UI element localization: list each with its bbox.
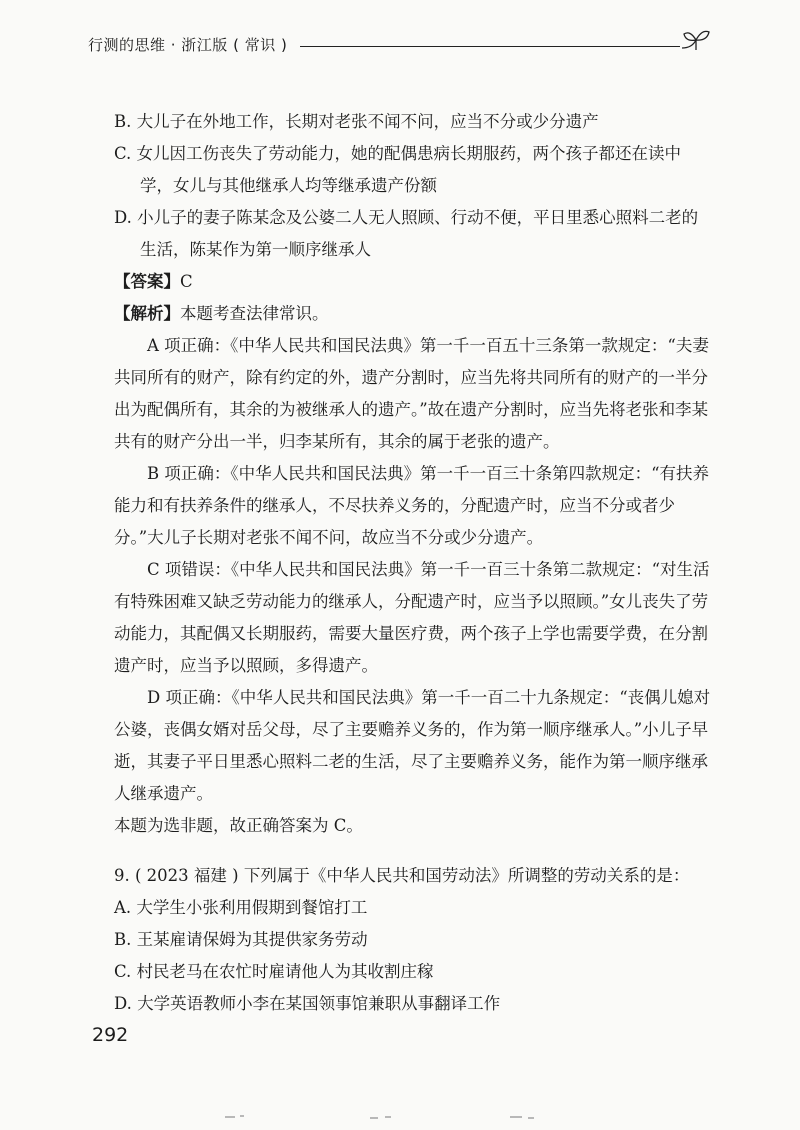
page-body (114, 106, 714, 1020)
answer-value: C (180, 272, 193, 291)
scan-artifacts (220, 1112, 580, 1122)
running-header (88, 26, 718, 56)
analysis-intro: 本题考查法律常识。 (180, 304, 329, 323)
question-9-option-d: D. 大学英语教师小李在某国领事馆兼职从事翻译工作 (114, 994, 501, 1013)
analysis-paragraph-a: A 项正确：《中华人民共和国民法典》第一千一百五十三条第一款规定：“夫妻共同所有的财产，除有约定的外，遗产分割时，应当先将共同所有的财产的一半分出为配偶所有，其余的为被继承人的遗产。”故在遗产分割时，应当先将老张和李某共有的财产分出一半，归李某所有，其余的属于老张的遗产。 (114, 336, 709, 451)
analysis-line (114, 298, 714, 330)
book-title: 行测的思维 · 浙江版 ( 常识 ) (88, 36, 288, 54)
question-9-option-a: A. 大学生小张利用假期到餐馆打工 (114, 898, 368, 917)
analysis-paragraph-b: B 项正确：《中华人民共和国民法典》第一千一百三十条第四款规定：“有扶养能力和有扶养条件的继承人，不尽扶养义务的，分配遗产时，应当不分或者少分。”大儿子长期对老张不闻不问，故应当不分或少分遗产。 (114, 464, 710, 547)
section-gap (114, 842, 714, 860)
analysis-label: 【解析】 (114, 304, 180, 323)
question-9-stem: 9. ( 2023 福建 ) 下列属于《中华人民共和国劳动法》所调整的劳动关系的是： (114, 866, 690, 885)
answer-line (114, 266, 714, 298)
header-rule (300, 46, 680, 47)
option-d: D. 小儿子的妻子陈某念及公婆二人无人照顾、行动不便，平日里悉心照料二老的生活，陈某作为第一顺序继承人 (114, 208, 699, 259)
sprout-icon (678, 26, 712, 56)
page-number: 292 (92, 1024, 129, 1046)
analysis-conclusion: 本题为选非题，故正确答案为 C。 (114, 816, 363, 835)
question-9-option-c: C. 村民老马在农忙时雇请他人为其收割庄稼 (114, 962, 434, 981)
option-c: C. 女儿因工伤丧失了劳动能力，她的配偶患病长期服药，两个孩子都还在读中学，女儿与其他继承人均等继承遗产份额 (114, 144, 682, 195)
option-b: B. 大儿子在外地工作，长期对老张不闻不问，应当不分或少分遗产 (114, 112, 599, 131)
analysis-paragraph-d: D 项正确：《中华人民共和国民法典》第一千一百二十九条规定：“丧偶儿媳对公婆，丧偶女婿对岳父母，尽了主要赡养义务的，作为第一顺序继承人。”小儿子早逝，其妻子平日里悉心照料二老的生活，尽了主要赡养义务，能作为第一顺序继承人继承遗产。 (114, 688, 711, 803)
analysis-paragraph-c: C 项错误：《中华人民共和国民法典》第一千一百三十条第二款规定：“对生活有特殊困难又缺乏劳动能力的继承人，分配遗产时，应当予以照顾。”女儿丧失了劳动能力，其配偶又长期服药，需要大量医疗费，两个孩子上学也需要学费，在分割遗产时，应当予以照顾，多得遗产。 (114, 560, 710, 675)
question-9-option-b: B. 王某雇请保姆为其提供家务劳动 (114, 930, 368, 949)
answer-label: 【答案】 (114, 272, 180, 291)
